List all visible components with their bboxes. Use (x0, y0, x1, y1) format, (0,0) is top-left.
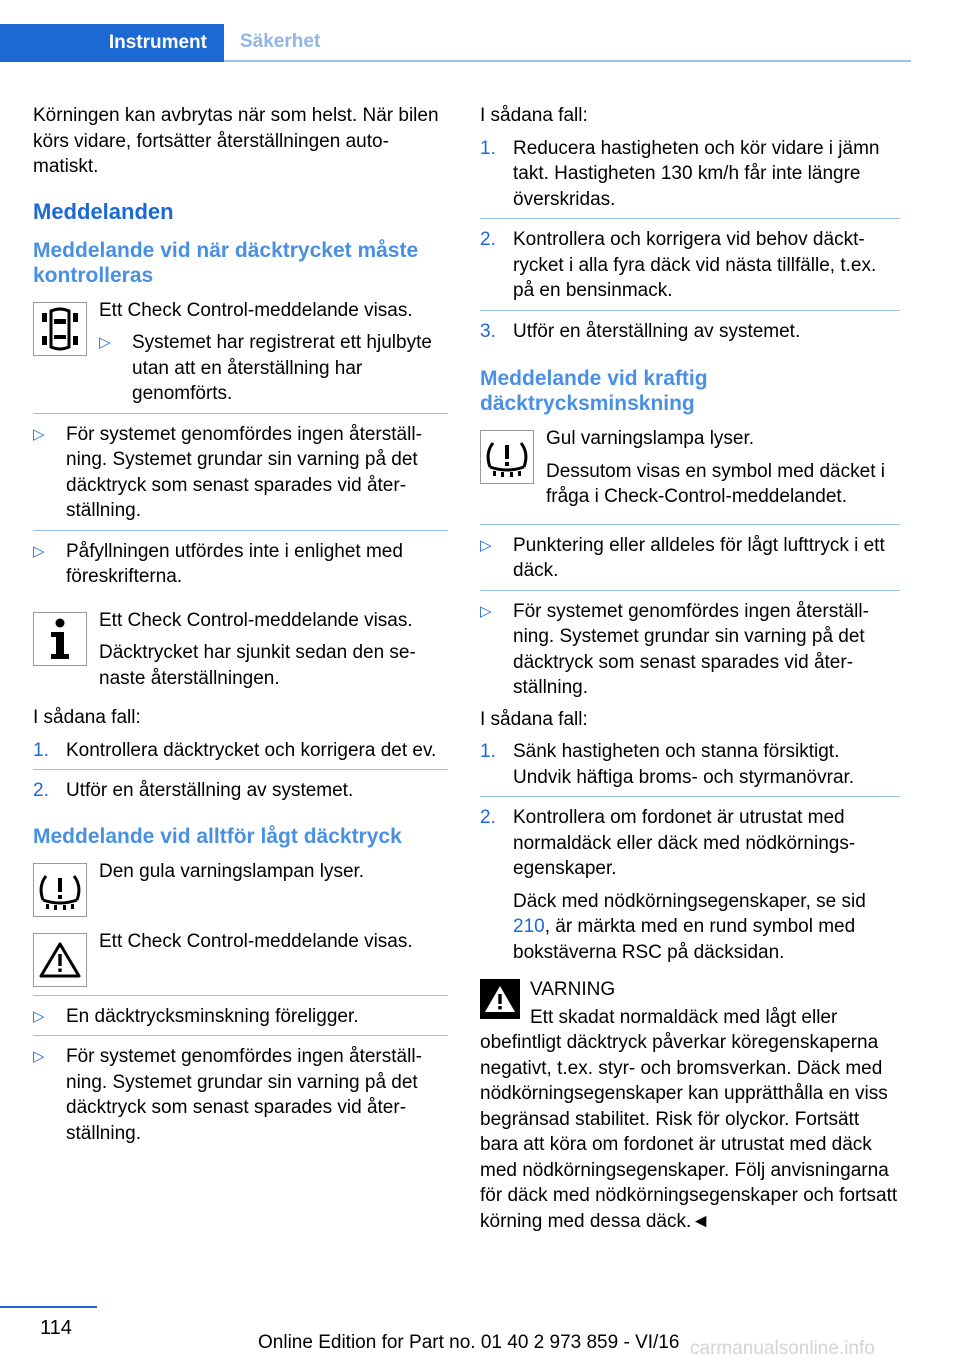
divider (33, 1035, 448, 1036)
list-item: ▷ Påfyllningen utfördes inte i enlighet med föreskrifterna. (33, 540, 403, 587)
check-message-block (33, 298, 448, 407)
list-item: ▷ Punktering eller alldeles för lågt lufttryck i ett däck. (480, 534, 885, 581)
list-item: ▷ För systemet genomfördes ingen återställning. Systemet grundar sin varning på det däcktryck som senast sparades vid återställning. (33, 423, 422, 521)
footer-rule (0, 1306, 97, 1308)
tpms-warning-icon (480, 430, 534, 484)
page-number: 114 (40, 1317, 72, 1339)
low-text-1: Den gula varningslampan lyser. (99, 860, 365, 882)
edition-note: Online Edition for Part no. 01 40 2 973 859 - VI/16 (258, 1332, 680, 1353)
list-item: 2. Kontrollera om fordonet är utrustat med normaldäck eller däck med nödkörningsegenskaper. Däck med nödkörningsegenskaper, se sid 210, är märkta med en rund symbol med bokstäverna RSC på däcksidan. (480, 805, 900, 965)
tab-sakerhet[interactable]: Säkerhet (224, 24, 911, 62)
info-text-1: Ett Check Control-meddelande visas. (99, 609, 413, 631)
bullet-triangle-icon: ▷ (33, 542, 45, 560)
in-such-cases: I sådana fall: (480, 105, 588, 126)
info-icon (33, 612, 87, 666)
divider (480, 590, 900, 591)
list-item: ▷ Systemet har registrerat ett hjulbyte utan att en återställning har genomförts. (99, 332, 432, 404)
bullet-triangle-icon: ▷ (33, 1007, 45, 1025)
list-item: ▷ För systemet genomfördes ingen återställning. Systemet grundar sin varning på det däcktryck som senast sparades vid återställning. (480, 600, 869, 698)
watermark: carmanualsonline.info (690, 1338, 875, 1359)
bullet-triangle-icon: ▷ (33, 425, 45, 443)
list-item: ▷ En däcktrycksminskning föreligger. (33, 1004, 448, 1030)
strong-text-1: Gul varningslampa lyser. (546, 428, 755, 449)
divider (480, 310, 900, 311)
warning-triangle-icon (33, 933, 87, 987)
in-such-cases-2: I sådana fall: (480, 708, 588, 730)
divider (33, 413, 448, 414)
info-message-block (33, 608, 448, 692)
bullet-triangle-icon: ▷ (99, 334, 111, 351)
list-item: 2. Utför en återställning av systemet. (33, 780, 354, 801)
divider (480, 218, 900, 219)
rsc-paragraph: Däck med nödkörningsegenskaper, se sid 210, är märkta med en rund symbol med bokstäverna RSC på däcksidan. (513, 890, 866, 963)
list-item: 1. Sänk hastigheten och stanna försiktigt. Undvik häftiga broms- och styrmanövrar. (480, 741, 855, 788)
divider (33, 530, 448, 531)
bullet-triangle-icon: ▷ (33, 1048, 45, 1065)
right-column (480, 103, 900, 1241)
info-text-2: Däcktrycket har sjunkit sedan den senaste återställningen. (99, 642, 416, 689)
strong-drop-block (480, 426, 900, 510)
list-item: 1. Reducera hastigheten och kör vidare i jämn takt. Hastigheten 130 km/h får inte längre överskridas. (480, 137, 880, 210)
divider (480, 524, 900, 525)
list-item: 2. Kontrollera och korrigera vid behov däcktrycket i alla fyra däck vid nästa tillfälle, t.ex. på en bensinmack. (480, 229, 877, 301)
tab-instrument[interactable]: Instrument (0, 24, 224, 62)
chapter-tabs (0, 24, 895, 62)
low-text-2: Ett Check Control-meddelande visas. (99, 930, 413, 952)
warning-block (480, 977, 900, 1003)
low-pressure-lamp-block (33, 859, 448, 915)
low-pressure-message-block (33, 929, 448, 985)
strong-text-2: Dessutom visas en symbol med däcket i fråga i Check-Control-meddelandet. (546, 460, 885, 507)
page-link-210[interactable]: 210 (513, 916, 545, 937)
intro-paragraph: Körningen kan avbrytas när som helst. När bilen körs vidare, fortsätter återställningen automatiskt. (33, 105, 439, 177)
divider (33, 995, 448, 996)
heading-low-pressure: Meddelande vid alltför lågt däcktryck (33, 824, 402, 848)
check-message-text: Ett Check Control-meddelande visas. (99, 299, 413, 321)
heading-strong-drop: Meddelande vid kraftig däcktrycksminskning (480, 367, 708, 415)
bullet-triangle-icon: ▷ (480, 536, 492, 554)
left-column (33, 103, 448, 1152)
bullet-triangle-icon: ▷ (480, 602, 492, 620)
warning-triangle-icon (480, 979, 520, 1019)
divider (480, 796, 900, 797)
tpms-warning-icon (33, 863, 87, 917)
warning-title: VARNING (530, 979, 616, 1000)
list-item: 1. Kontrollera däcktrycket och korrigera det ev. (33, 739, 437, 761)
heading-check-pressure: Meddelande vid när däcktrycket måste kontrolleras (33, 238, 419, 287)
list-item: ▷ För systemet genomfördes ingen återställning. Systemet grundar sin varning på det däcktryck som senast sparades vid återställning. (33, 1046, 422, 1144)
warning-text: Ett skadat normaldäck med lågt eller obefintligt däcktryck påverkar köregenskaperna negativt, t.ex. styr- och bromsverkan. Däck med nödkörningsegenskaper kan upprätthålla en viss begränsad stabilitet. Risk för olyckor. Fortsätt bara att köra om fordonet är utrustat med däck med nödkörningsegenskaper. Följ anvisningarna för däck med nödkörningsegenskaper och fortsatt körning med dessa däck.◄ (480, 1006, 898, 1232)
divider (33, 769, 448, 770)
heading-messages: Meddelanden (33, 198, 174, 224)
list-item: 3. Utför en återställning av systemet. (480, 320, 801, 342)
in-such-cases: I sådana fall: (33, 707, 141, 728)
car-tire-icon (33, 302, 87, 356)
